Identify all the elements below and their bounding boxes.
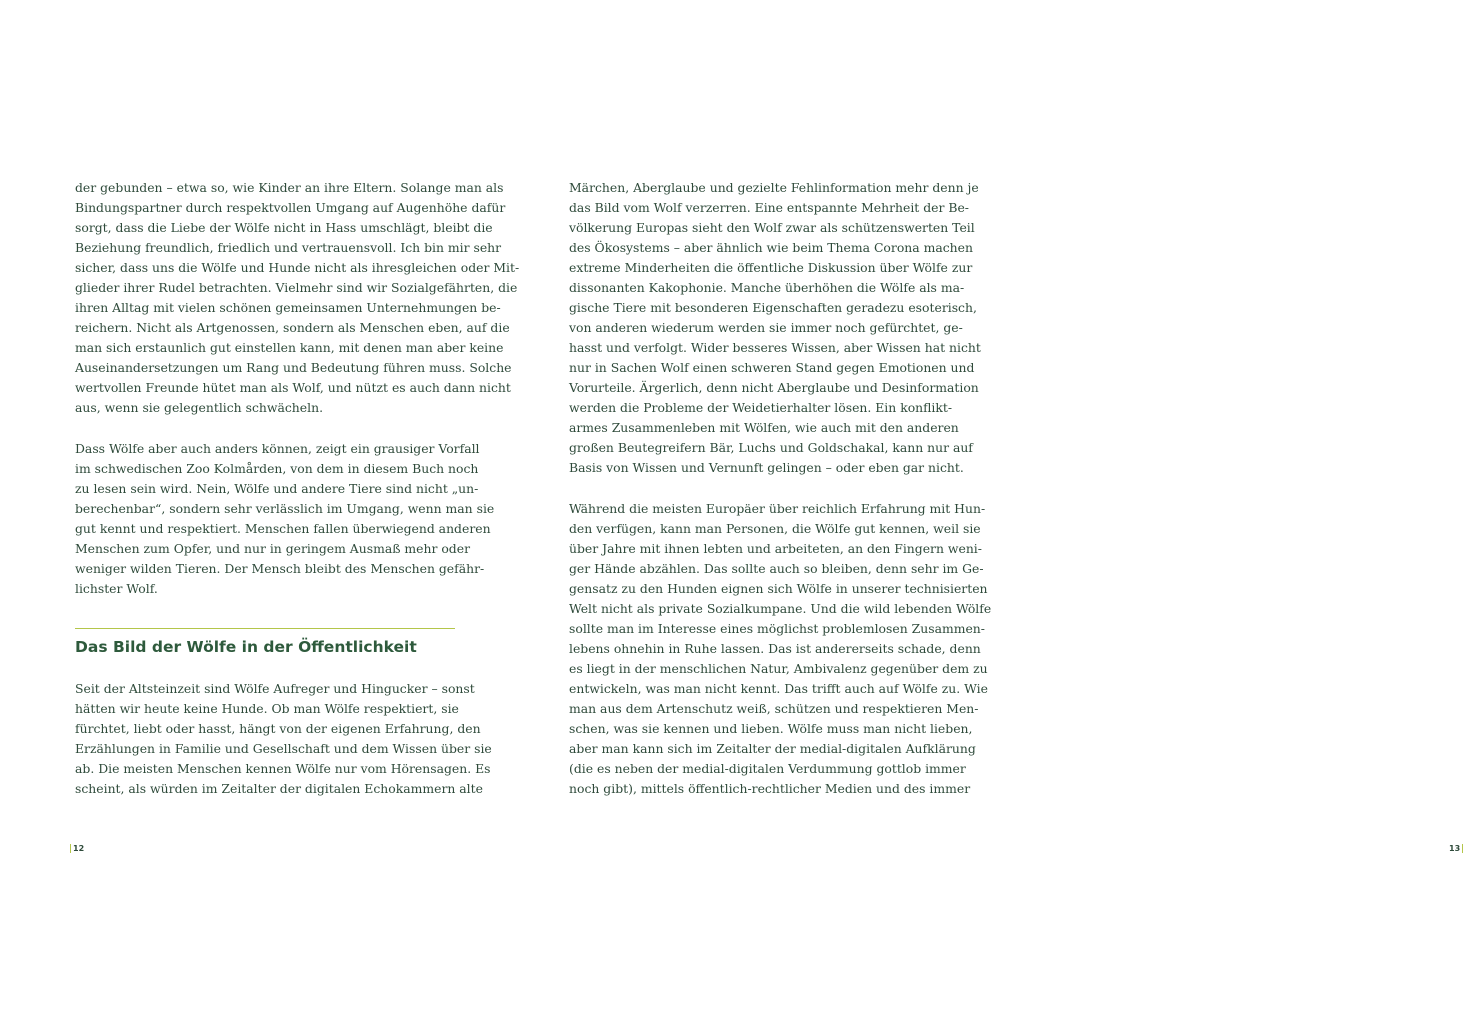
text-line: noch gibt), mittels öffentlich-rechtlicher Medien und des immer bbox=[569, 781, 971, 796]
left-paragraph-2 bbox=[75, 439, 495, 599]
text-line: sorgt, dass die Liebe der Wölfe nicht in Hass umschlägt, bleibt die bbox=[75, 220, 493, 235]
text-line: berechenbar“, sondern sehr verlässlich im Umgang, wenn man sie bbox=[75, 501, 495, 516]
text-line: ihren Alltag mit vielen schönen gemeinsamen Unternehmungen be- bbox=[75, 300, 501, 315]
text-line: Bindungspartner durch respektvollen Umgang auf Augenhöhe dafür bbox=[75, 200, 506, 215]
text-line: scheint, als würden im Zeitalter der digitalen Echokammern alte bbox=[75, 781, 483, 796]
text-line: es liegt in der menschlichen Natur, Ambivalenz gegenüber dem zu bbox=[569, 661, 988, 676]
section-heading: Das Bild der Wölfe in der Öffentlichkeit bbox=[75, 638, 417, 656]
text-line: wertvollen Freunde hütet man als Wolf, und nützt es auch dann nicht bbox=[75, 380, 511, 395]
left-page bbox=[0, 0, 520, 1024]
text-line: gensatz zu den Hunden eignen sich Wölfe in unserer technisierten bbox=[569, 581, 988, 596]
text-line: von anderen wiederum werden sie immer noch gefürchtet, ge- bbox=[569, 320, 963, 335]
text-line: Welt nicht als private Sozialkumpane. Und die wild lebenden Wölfe bbox=[569, 601, 992, 616]
text-line: Seit der Altsteinzeit sind Wölfe Aufreger und Hingucker – sonst bbox=[75, 681, 475, 696]
text-line: aus, wenn sie gelegentlich schwächeln. bbox=[75, 400, 324, 415]
left-paragraph-3 bbox=[75, 679, 492, 799]
text-line: schen, was sie kennen und lieben. Wölfe muss man nicht lieben, bbox=[569, 721, 973, 736]
text-line: entwickeln, was man nicht kennt. Das trifft auch auf Wölfe zu. Wie bbox=[569, 681, 988, 696]
text-line: ger Hände abzählen. Das sollte auch so bleiben, denn sehr im Ge- bbox=[569, 561, 984, 576]
text-line: lebens ohnehin in Ruhe lassen. Das ist andererseits schade, denn bbox=[569, 641, 981, 656]
text-line: über Jahre mit ihnen lebten und arbeiteten, an den Fingern weni- bbox=[569, 541, 982, 556]
text-line: Auseinandersetzungen um Rang und Bedeutung führen muss. Solche bbox=[75, 360, 512, 375]
text-line: im schwedischen Zoo Kolmården, von dem in diesem Buch noch bbox=[75, 461, 479, 476]
text-line: weniger wilden Tieren. Der Mensch bleibt des Menschen gefähr- bbox=[75, 561, 485, 576]
text-line: gische Tiere mit besonderen Eigenschaften geradezu esoterisch, bbox=[569, 300, 977, 315]
text-line: armes Zusammenleben mit Wölfen, wie auch mit den anderen bbox=[569, 420, 959, 435]
text-line: hasst und verfolgt. Wider besseres Wissen, aber Wissen hat nicht bbox=[569, 340, 981, 355]
right-paragraph-2 bbox=[569, 499, 992, 799]
text-line: des Ökosystems – aber ähnlich wie beim Thema Corona machen bbox=[569, 240, 973, 255]
text-line: reichern. Nicht als Artgenossen, sondern als Menschen eben, auf die bbox=[75, 320, 510, 335]
right-page bbox=[512, 0, 1461, 1024]
page-number-left bbox=[70, 844, 84, 853]
text-line: glieder ihrer Rudel betrachten. Vielmehr sind wir Sozialgefährten, die bbox=[75, 280, 518, 295]
text-line: Märchen, Aberglaube und gezielte Fehlinformation mehr denn je bbox=[569, 180, 979, 195]
text-line: (die es neben der medial-digitalen Verdummung gottlob immer bbox=[569, 761, 966, 776]
text-line: Während die meisten Europäer über reichlich Erfahrung mit Hun- bbox=[569, 501, 986, 516]
text-line: den verfügen, kann man Personen, die Wölfe gut kennen, weil sie bbox=[569, 521, 981, 536]
text-line: aber man kann sich im Zeitalter der medial-digitalen Aufklärung bbox=[569, 741, 976, 756]
text-line: sollte man im Interesse eines möglichst problemlosen Zusammen- bbox=[569, 621, 985, 636]
section-divider bbox=[75, 628, 455, 629]
text-line: lichster Wolf. bbox=[75, 581, 158, 596]
text-line: nur in Sachen Wolf einen schweren Stand gegen Emotionen und bbox=[569, 360, 975, 375]
text-line: ab. Die meisten Menschen kennen Wölfe nur vom Hörensagen. Es bbox=[75, 761, 491, 776]
text-line: sicher, dass uns die Wölfe und Hunde nicht als ihresgleichen oder Mit- bbox=[75, 260, 520, 275]
text-line: das Bild vom Wolf verzerren. Eine entspannte Mehrheit der Be- bbox=[569, 200, 969, 215]
text-line: Menschen zum Opfer, und nur in geringem Ausmaß mehr oder bbox=[75, 541, 470, 556]
text-line: man aus dem Artenschutz weiß, schützen und respektieren Men- bbox=[569, 701, 979, 716]
page-number-text: 12 bbox=[73, 844, 85, 853]
text-line: dissonanten Kakophonie. Manche überhöhen die Wölfe als ma- bbox=[569, 280, 965, 295]
text-line: zu lesen sein wird. Nein, Wölfe und andere Tiere sind nicht „un- bbox=[75, 481, 479, 496]
text-line: man sich erstaunlich gut einstellen kann, mit denen man aber keine bbox=[75, 340, 504, 355]
text-line: werden die Probleme der Weidetierhalter lösen. Ein konflikt- bbox=[569, 400, 953, 415]
text-line: Vorurteile. Ärgerlich, denn nicht Aberglaube und Desinformation bbox=[569, 380, 979, 395]
text-line: hätten wir heute keine Hunde. Ob man Wölfe respektiert, sie bbox=[75, 701, 459, 716]
right-paragraph-1 bbox=[569, 178, 981, 478]
folio-accent-bar bbox=[70, 844, 71, 853]
text-line: völkerung Europas sieht den Wolf zwar als schützenswerten Teil bbox=[569, 220, 975, 235]
text-line: Dass Wölfe aber auch anders können, zeigt ein grausiger Vorfall bbox=[75, 441, 480, 456]
page-number-right bbox=[1449, 844, 1463, 853]
text-line: der gebunden – etwa so, wie Kinder an ihre Eltern. Solange man als bbox=[75, 180, 504, 195]
text-line: gut kennt und respektiert. Menschen fallen überwiegend anderen bbox=[75, 521, 491, 536]
text-line: Erzählungen in Familie und Gesellschaft und dem Wissen über sie bbox=[75, 741, 492, 756]
left-paragraph-1 bbox=[75, 178, 520, 418]
text-line: Beziehung freundlich, friedlich und vertrauensvoll. Ich bin mir sehr bbox=[75, 240, 502, 255]
text-line: Basis von Wissen und Vernunft gelingen – oder eben gar nicht. bbox=[569, 460, 964, 475]
text-line: extreme Minderheiten die öffentliche Diskussion über Wölfe zur bbox=[569, 260, 973, 275]
page-number-text: 13 bbox=[1449, 844, 1461, 853]
text-line: fürchtet, liebt oder hasst, hängt von der eigenen Erfahrung, den bbox=[75, 721, 481, 736]
text-line: großen Beutegreifern Bär, Luchs und Goldschakal, kann nur auf bbox=[569, 440, 973, 455]
